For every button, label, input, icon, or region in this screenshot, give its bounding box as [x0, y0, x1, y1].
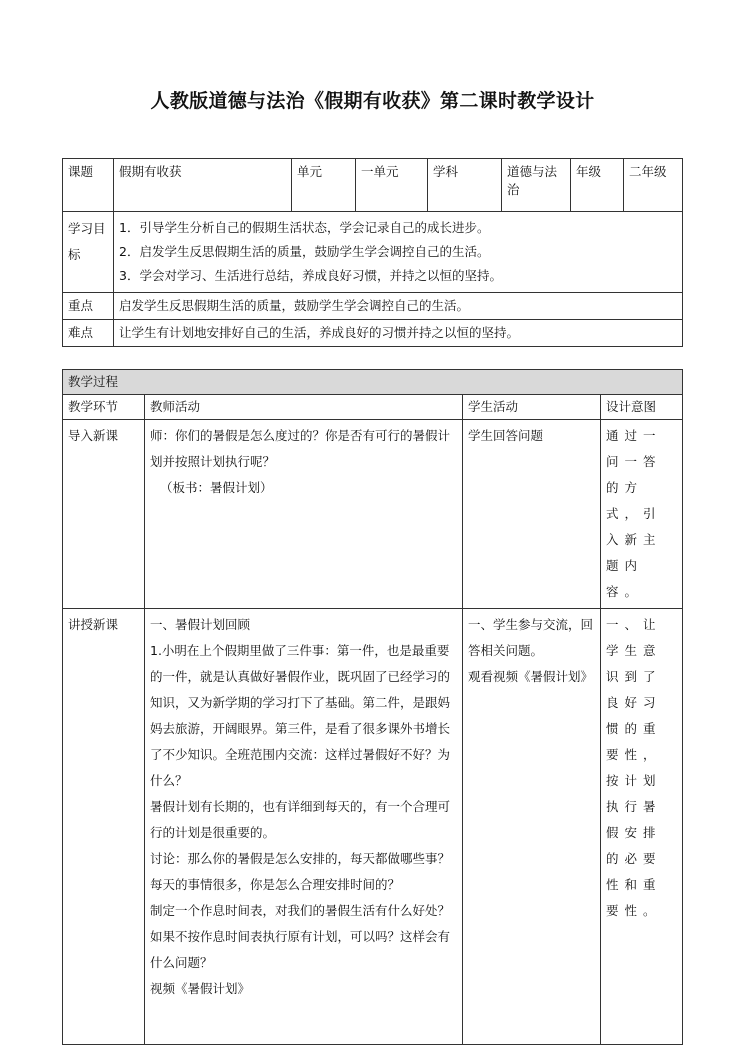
column-header: 教学环节	[63, 395, 145, 420]
unit-label: 单元	[292, 159, 356, 212]
stage-cell: 讲授新课	[63, 609, 145, 1045]
difficulty-value: 让学生有计划地安排好自己的生活，养成良好的习惯并持之以恒的坚持。	[114, 320, 683, 347]
grade-value: 二年级	[624, 159, 683, 212]
lesson-info-table	[62, 158, 683, 347]
teacher-line: 一、暑假计划回顾	[150, 617, 251, 632]
difficulty-label: 难点	[63, 320, 114, 347]
design-intent-cell: 通过一问一答的方式，引入新主题内容。	[601, 420, 683, 609]
teacher-line: 视频《暑假计划》	[150, 981, 251, 996]
goal-item: 3．学会对学习、生活进行总结，养成良好习惯，并持之以恒的坚持。	[119, 268, 502, 283]
student-activity-cell	[463, 420, 601, 609]
goal-item: 1．引导学生分析自己的假期生活状态，学会记录自己的成长进步。	[119, 220, 490, 235]
teacher-line: （板书：暑假计划）	[160, 480, 273, 495]
teaching-process-table	[62, 369, 683, 1045]
column-header: 学生活动	[463, 395, 601, 420]
teacher-line: 如果不按作息时间表执行原有计划，可以吗？这样会有什么问题？	[150, 929, 451, 970]
teacher-activity-cell	[145, 609, 463, 1045]
key-label: 重点	[63, 293, 114, 320]
column-header: 设计意图	[601, 395, 683, 420]
course-value: 假期有收获	[114, 159, 292, 212]
student-line: 一、学生参与交流，回答相关问题。	[468, 617, 594, 658]
goals-cell	[114, 212, 683, 293]
teacher-line: 师：你们的暑假是怎么度过的？你是否有可行的暑假计划并按照计划执行呢？	[150, 428, 451, 469]
stage-cell: 导入新课	[63, 420, 145, 609]
student-activity-cell	[463, 609, 601, 1045]
student-line: 观看视频《暑假计划》	[468, 669, 594, 684]
subject-value: 道德与法治	[502, 159, 571, 212]
design-intent-cell: 一、让学生意识到了良好习惯的重要性，按计划执行暑假安排的必要性和重要性。	[601, 609, 683, 1045]
goals-label: 学习目标	[63, 212, 114, 293]
unit-value: 一单元	[356, 159, 428, 212]
table-row	[63, 609, 683, 1045]
process-header: 教学过程	[63, 370, 683, 395]
teacher-activity-cell	[145, 420, 463, 609]
goal-item: 2．启发学生反思假期生活的质量，鼓励学生学会调控自己的生活。	[119, 244, 490, 259]
teacher-line: 每天的事情很多，你是怎么合理安排时间的？	[150, 877, 401, 892]
grade-label: 年级	[571, 159, 624, 212]
teacher-line: 1.小明在上个假期里做了三件事：第一件，也是最重要的一件，就是认真做好暑假作业，既巩固了已经学习的知识，又为新学期的学习打下了基础。第二件，是跟妈妈去旅游，开阔眼界。第三件，是看了很多课外书增长了不少知识。全班范围内交流：这样过暑假好不好？为什么？	[150, 643, 451, 788]
subject-label: 学科	[428, 159, 502, 212]
course-label: 课题	[63, 159, 114, 212]
key-value: 启发学生反思假期生活的质量，鼓励学生学会调控自己的生活。	[114, 293, 683, 320]
teacher-line: 讨论：那么你的暑假是怎么安排的，每天都做哪些事？	[150, 851, 451, 866]
student-line: 学生回答问题	[468, 428, 544, 443]
teacher-line: 制定一个作息时间表，对我们的暑假生活有什么好处？	[150, 903, 451, 918]
teacher-line: 暑假计划有长期的，也有详细到每天的，有一个合理可行的计划是很重要的。	[150, 799, 451, 840]
table-row	[63, 420, 683, 609]
column-header: 教师活动	[145, 395, 463, 420]
document-title: 人教版道德与法治《假期有收获》第二课时教学设计	[150, 90, 595, 112]
